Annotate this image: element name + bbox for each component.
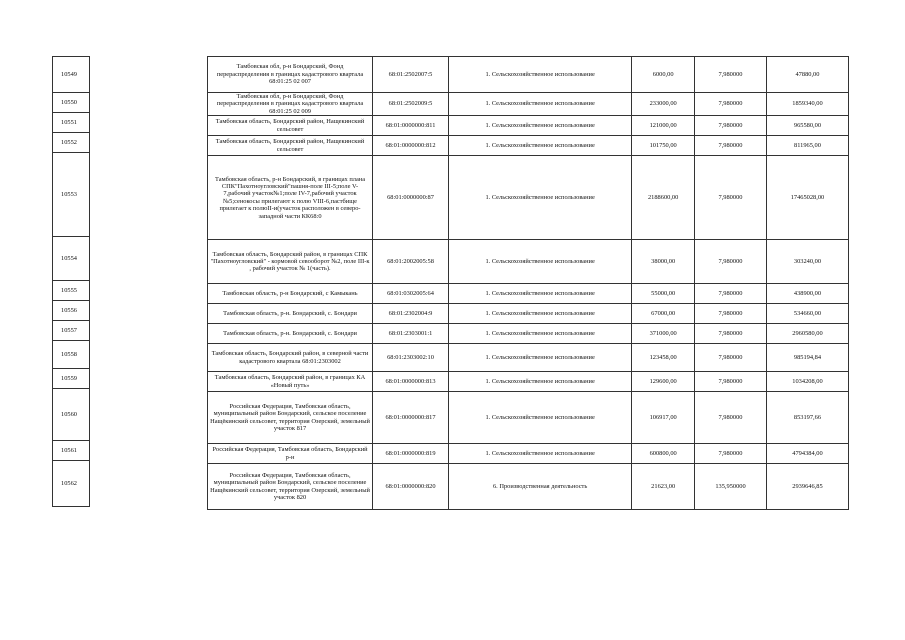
land-use-cell: 1. Сельскохозяйственное использование [448, 392, 631, 444]
cadastral-number-cell: 68:01:0000000:87 [373, 156, 449, 240]
address-cell: Тамбовская область, р-н Бондарский, с Камыкань [208, 284, 373, 304]
table-row [208, 240, 849, 284]
cadastral-number-cell: 68:01:2502009:5 [373, 93, 449, 116]
cadastral-number-cell: 68:01:2302004:9 [373, 304, 449, 324]
row-number-cell: 10560 [53, 389, 90, 441]
cadastral-number-cell: 68:01:0000000:817 [373, 392, 449, 444]
table-row [208, 392, 849, 444]
address-cell: Тамбовская область, Бондарский район, Нащекинский сельсовет [208, 136, 373, 156]
area-cell: 101750,00 [632, 136, 695, 156]
row-number-row [53, 281, 90, 301]
cadastral-cost-cell: 811965,00 [766, 136, 848, 156]
land-use-cell: 1. Сельскохозяйственное использование [448, 57, 631, 93]
rate-cell: 7,980000 [695, 392, 767, 444]
land-use-cell: 1. Сельскохозяйственное использование [448, 284, 631, 304]
row-number-table [52, 56, 90, 507]
area-cell: 2188600,00 [632, 156, 695, 240]
table-row [208, 156, 849, 240]
cadastral-number-cell: 68:01:0000000:813 [373, 372, 449, 392]
row-number-row [53, 237, 90, 281]
table-row [208, 324, 849, 344]
rate-cell: 7,980000 [695, 116, 767, 136]
table-row [208, 93, 849, 116]
land-use-cell: 1. Сельскохозяйственное использование [448, 136, 631, 156]
address-cell: Российская Федерация, Тамбовская область, Бондарский р-н [208, 444, 373, 464]
table-row [208, 57, 849, 93]
table-row [208, 284, 849, 304]
table-row [208, 304, 849, 324]
address-cell: Российская Федерация, Тамбовская область, муниципальный район Бондарский, сельское поселение Нащёкинский сельсовет, территория Озерский, земельный участок 820 [208, 464, 373, 510]
table-row [208, 444, 849, 464]
rate-cell: 135,950000 [695, 464, 767, 510]
cadastral-cost-cell: 47880,00 [766, 57, 848, 93]
row-number-row [53, 321, 90, 341]
land-parcels-body [208, 57, 849, 510]
cadastral-cost-cell: 17465028,00 [766, 156, 848, 240]
area-cell: 6000,00 [632, 57, 695, 93]
row-number-cell: 10549 [53, 57, 90, 93]
table-row [208, 372, 849, 392]
address-cell: Тамбовская область, р-н Бондарский, в границах плана СПК"Пахотноугловский"пашня-поле III-5;поле V-7,рабочий участок№1;поле IV-7,рабочий участок №5;сенокосы прилегают к полю VIII-6,пастбище прилегает к полюII-и(участок расположен в северо-западной части КК68:0 [208, 156, 373, 240]
area-cell: 106917,00 [632, 392, 695, 444]
cadastral-cost-cell: 1034208,00 [766, 372, 848, 392]
land-use-cell: 1. Сельскохозяйственное использование [448, 372, 631, 392]
cadastral-number-cell: 68:01:2303002:10 [373, 344, 449, 372]
row-number-row [53, 113, 90, 133]
row-number-row [53, 93, 90, 113]
row-number-row [53, 301, 90, 321]
area-cell: 121000,00 [632, 116, 695, 136]
row-number-cell: 10553 [53, 153, 90, 237]
cadastral-number-cell: 68:01:0302005:64 [373, 284, 449, 304]
cadastral-number-cell: 68:01:2303001:1 [373, 324, 449, 344]
address-cell: Тамбовская область, р-н. Бондарский, с. Бондари [208, 304, 373, 324]
row-number-cell: 10561 [53, 441, 90, 461]
cadastral-number-cell: 68:01:0000000:819 [373, 444, 449, 464]
cadastral-cost-cell: 1859340,00 [766, 93, 848, 116]
cadastral-number-cell: 68:01:0000000:820 [373, 464, 449, 510]
table-row [208, 464, 849, 510]
address-cell: Российская Федерация, Тамбовская область, муниципальный район Бондарский, сельское поселение Нащёкинский сельсовет, территория Озерский, земельный участок 817 [208, 392, 373, 444]
land-use-cell: 1. Сельскохозяйственное использование [448, 344, 631, 372]
land-use-cell: 1. Сельскохозяйственное использование [448, 304, 631, 324]
rate-cell: 7,980000 [695, 284, 767, 304]
row-number-row [53, 57, 90, 93]
row-number-row [53, 153, 90, 237]
cadastral-cost-cell: 4794384,00 [766, 444, 848, 464]
area-cell: 233000,00 [632, 93, 695, 116]
land-use-cell: 1. Сельскохозяйственное использование [448, 93, 631, 116]
cadastral-cost-cell: 2960580,00 [766, 324, 848, 344]
row-number-row [53, 369, 90, 389]
row-number-row [53, 341, 90, 369]
row-number-cell: 10556 [53, 301, 90, 321]
cadastral-cost-cell: 303240,00 [766, 240, 848, 284]
cadastral-number-cell: 68:01:2002005:58 [373, 240, 449, 284]
land-use-cell: 1. Сельскохозяйственное использование [448, 156, 631, 240]
address-cell: Тамбовская область, Бондарский район, в северной части кадастрового квартала 68:01:2303002 [208, 344, 373, 372]
row-number-row [53, 389, 90, 441]
area-cell: 371000,00 [632, 324, 695, 344]
table-row [208, 344, 849, 372]
address-cell: Тамбовская обл, р-н Бондарский, Фонд перераспределения в границах кадастрового квартала 68:01:25 02 007 [208, 57, 373, 93]
cadastral-number-cell: 68:01:2502007:5 [373, 57, 449, 93]
rate-cell: 7,980000 [695, 372, 767, 392]
land-use-cell: 1. Сельскохозяйственное использование [448, 324, 631, 344]
address-cell: Тамбовская область, р-н. Бондарский, с. Бондари [208, 324, 373, 344]
row-number-row [53, 133, 90, 153]
rate-cell: 7,980000 [695, 444, 767, 464]
address-cell: Тамбовская обл, р-н Бондарский, Фонд перераспределения в границах кадастрового квартала 68:01:25 02 009 [208, 93, 373, 116]
rate-cell: 7,980000 [695, 344, 767, 372]
cadastral-cost-cell: 2939646,85 [766, 464, 848, 510]
row-number-cell: 10557 [53, 321, 90, 341]
table-row [208, 136, 849, 156]
rate-cell: 7,980000 [695, 57, 767, 93]
land-parcels-table [207, 56, 849, 510]
row-number-cell: 10555 [53, 281, 90, 301]
land-use-cell: 6. Производственная деятельность [448, 464, 631, 510]
row-number-cell: 10559 [53, 369, 90, 389]
land-use-cell: 1. Сельскохозяйственное использование [448, 240, 631, 284]
cadastral-cost-cell: 965580,00 [766, 116, 848, 136]
cadastral-cost-cell: 853197,66 [766, 392, 848, 444]
cadastral-number-cell: 68:01:0000000:811 [373, 116, 449, 136]
area-cell: 600800,00 [632, 444, 695, 464]
rate-cell: 7,980000 [695, 156, 767, 240]
address-cell: Тамбовская область, Бондарский район, в границах КА «Новый путь» [208, 372, 373, 392]
area-cell: 67000,00 [632, 304, 695, 324]
row-number-cell: 10554 [53, 237, 90, 281]
area-cell: 55000,00 [632, 284, 695, 304]
area-cell: 123458,00 [632, 344, 695, 372]
address-cell: Тамбовская область, Бондарский район, Нащекинский сельсовет [208, 116, 373, 136]
row-number-cell: 10551 [53, 113, 90, 133]
cadastral-cost-cell: 985194,84 [766, 344, 848, 372]
row-number-body [53, 57, 90, 507]
land-use-cell: 1. Сельскохозяйственное использование [448, 444, 631, 464]
rate-cell: 7,980000 [695, 240, 767, 284]
rate-cell: 7,980000 [695, 304, 767, 324]
address-cell: Тамбовская область, Бондарский район, в границах СПК "Пахотноугловский" - кормовой севооборот №2, поле III-к , рабочий участок № 1(часть). [208, 240, 373, 284]
rate-cell: 7,980000 [695, 136, 767, 156]
row-number-cell: 10552 [53, 133, 90, 153]
area-cell: 129600,00 [632, 372, 695, 392]
rate-cell: 7,980000 [695, 93, 767, 116]
table-row [208, 116, 849, 136]
cadastral-cost-cell: 534660,00 [766, 304, 848, 324]
area-cell: 21623,00 [632, 464, 695, 510]
land-use-cell: 1. Сельскохозяйственное использование [448, 116, 631, 136]
cadastral-cost-cell: 438900,00 [766, 284, 848, 304]
row-number-cell: 10562 [53, 461, 90, 507]
cadastral-number-cell: 68:01:0000000:812 [373, 136, 449, 156]
row-number-row [53, 461, 90, 507]
area-cell: 38000,00 [632, 240, 695, 284]
rate-cell: 7,980000 [695, 324, 767, 344]
row-number-row [53, 441, 90, 461]
row-number-cell: 10550 [53, 93, 90, 113]
row-number-cell: 10558 [53, 341, 90, 369]
